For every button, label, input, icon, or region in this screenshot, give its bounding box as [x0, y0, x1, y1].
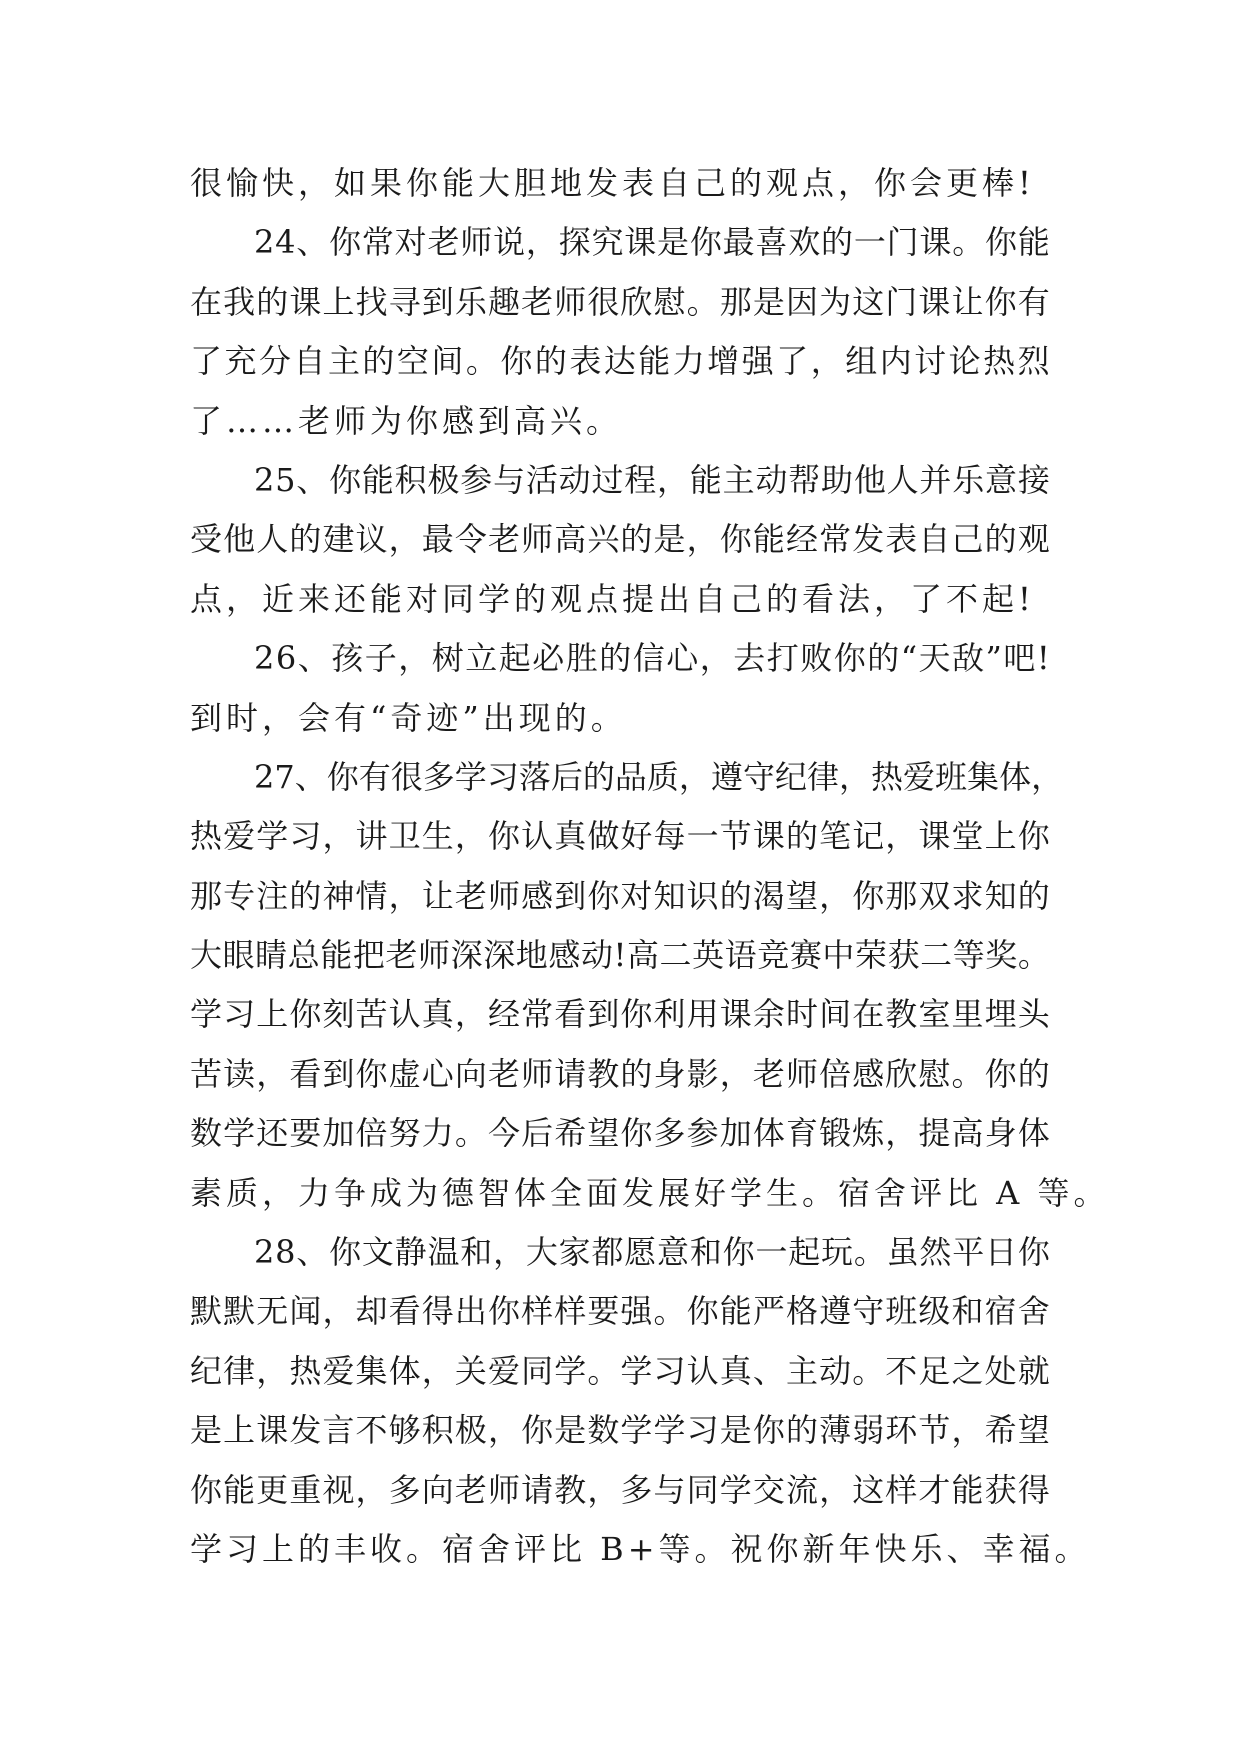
body-text: [190, 154, 1110, 1579]
text-line: 素质，力争成为德智体全面发展好学生。宿舍评比 A 等。: [190, 1173, 1110, 1212]
text-line: 学习上的丰收。宿舍评比 B+等。祝你新年快乐、幸福。: [190, 1529, 1091, 1568]
text-line: 默 默 无 闻 ， 却 看 得 出 你 样 样 要 强 。 你 能 严 格 遵 守 班 级 和 宿 舍: [190, 1292, 1050, 1331]
text-line: 2 8 、 你 文 静 温 和 ， 大 家 都 愿 意 和 你 一 起 玩 。 虽 然 平 日 你: [254, 1233, 1050, 1272]
text-line: 了 充 分 自 主 的 空 间 。 你 的 表 达 能 力 增 强 了 ， 组 内 讨 论 热 烈: [190, 342, 1050, 381]
text-line: 2 7 、 你 有 很 多 学 习 落 后 的 品 质 ， 遵 守 纪 律 ， 热 爱 班 集 体 ，: [254, 757, 1064, 796]
text-line: 学 习 上 你 刻 苦 认 真 ， 经 常 看 到 你 利 用 课 余 时 间 在 教 室 里 埋 头: [190, 995, 1050, 1034]
text-line: 你 能 更 重 视 ， 多 向 老 师 请 教 ， 多 与 同 学 交 流 ， 这 样 才 能 获 得: [190, 1470, 1050, 1509]
text-line: 点，近来还能对同学的观点提出自己的看法，了不起!: [190, 579, 1035, 618]
text-line: 很愉快，如果你能大胆地发表自己的观点，你会更棒!: [190, 164, 1035, 202]
text-line: 在 我 的 课 上 找 寻 到 乐 趣 老 师 很 欣 慰 。 那 是 因 为 这 门 课 让 你 有: [190, 282, 1050, 321]
text-line: 到时，会有“奇迹”出现的。: [190, 698, 627, 737]
text-line: 大 眼 睛 总 能 把 老 师 深 深 地 感 动 ! 高 二 英 语 竞 赛 中 荣 获 二 等 奖 。: [190, 936, 1050, 975]
text-line: 纪 律 ， 热 爱 集 体 ， 关 爱 同 学 。 学 习 认 真 、 主 动 。 不 足 之 处 就: [190, 1351, 1050, 1390]
text-line: 2 4 、 你 常 对 老 师 说 ， 探 究 课 是 你 最 喜 欢 的 一 门 课 。 你 能: [254, 223, 1050, 262]
text-line: 是 上 课 发 言 不 够 积 极 ， 你 是 数 学 学 习 是 你 的 薄 弱 环 节 ， 希 望: [190, 1411, 1050, 1450]
text-line: 2 6 、 孩 子 ， 树 立 起 必 胜 的 信 心 ， 去 打 败 你 的 “ 天 敌 ” 吧 !: [254, 639, 1050, 678]
text-line: 了……老师为你感到高兴。: [190, 401, 623, 440]
text-line: 2 5 、 你 能 积 极 参 与 活 动 过 程 ， 能 主 动 帮 助 他 人 并 乐 意 接: [254, 460, 1050, 499]
text-line: 受 他 人 的 建 议 ， 最 令 老 师 高 兴 的 是 ， 你 能 经 常 发 表 自 己 的 观: [190, 520, 1050, 559]
text-line: 那 专 注 的 神 情 ， 让 老 师 感 到 你 对 知 识 的 渴 望 ， 你 那 双 求 知 的: [190, 876, 1050, 915]
text-line: 苦 读 ， 看 到 你 虚 心 向 老 师 请 教 的 身 影 ， 老 师 倍 感 欣 慰 。 你 的: [190, 1054, 1050, 1093]
text-line: 热 爱 学 习 ， 讲 卫 生 ， 你 认 真 做 好 每 一 节 课 的 笔 记 ， 课 堂 上 你: [190, 817, 1050, 856]
text-line: 数 学 还 要 加 倍 努 力 。 今 后 希 望 你 多 参 加 体 育 锻 炼 ， 提 高 身 体: [190, 1114, 1050, 1153]
